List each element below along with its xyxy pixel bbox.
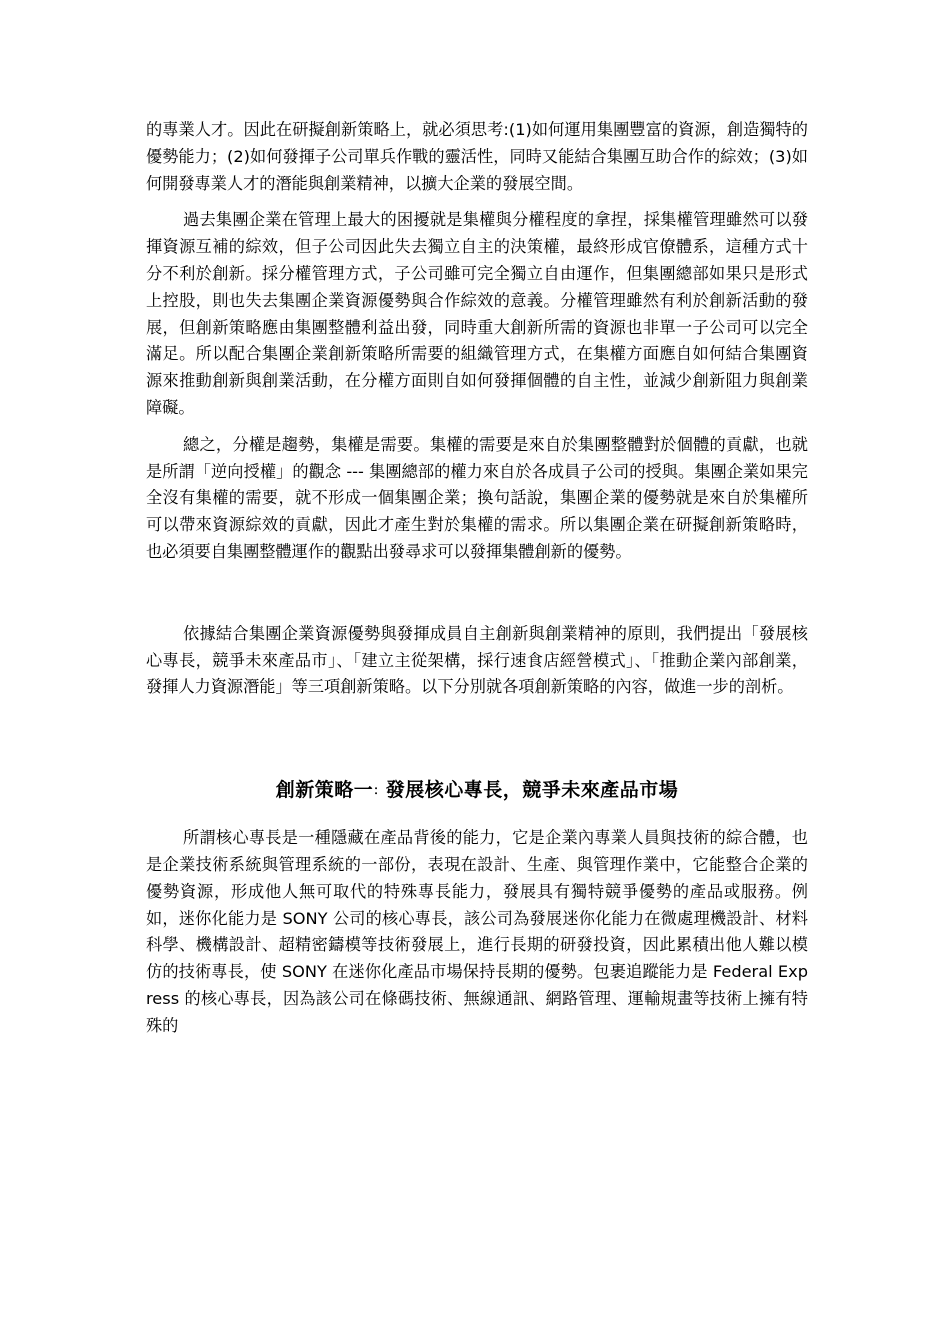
document-page	[146, 117, 808, 1040]
section-heading-title: 發展核心專長，競爭未來產品市場	[385, 779, 679, 802]
paragraph-strategies-intro: 依據結合集團企業資源優勢與發揮成員自主創新與創業精神的原則，我們提出「發展核心專長，競爭未來產品市」、「建立主從架構，採行速食店經營模式」、「推動企業內部創業，發揮人力資源潛能」等三項創新策略。以下分別就各項創新策略的內容，做進一步的剖析。	[146, 623, 808, 697]
paragraph-core-competence: 所謂核心專長是一種隱藏在產品背後的能力，它是企業內專業人員與技術的綜合體，也是企業技術系統與管理系統的一部份，表現在設計、生產、與管理作業中，它能整合企業的優勢資源，形成他人無可取代的特殊專長能力，發展具有獨特競爭優勢的產品或服務。例如，迷你化能力是 SONY 公司的核心專長，該公司為發展迷你化能力在微處理機設計、材料科學、機構設計、超精密鑄模等技術發展上，進行長期的研發投資，因此累積出他人難以模仿的技術專長，使 SONY 在迷你化產品市場保持長期的優勢。包裹追蹤能力是 Federal Express 的核心專長，因為該公司在條碼技術、無線通訊、網路管理、運輸規畫等技術上擁有特殊的	[146, 828, 808, 1035]
paragraph-summary: 總之，分權是趨勢，集權是需要。集權的需要是來自於集團整體對於個體的貢獻，也就是所謂「逆向授權」的觀念 --- 集團總部的權力來自於各成員子公司的授與。集團企業如果完全沒有集權的需要，就不形成一個集團企業；換句話說，集團企業的優勢就是來自於集權所可以帶來資源綜效的貢獻，因此才產生對於集權的需求。所以集團企業在研擬創新策略時，也必須要自集團整體運作的觀點出發尋求可以發揮集體創新的優勢。	[146, 434, 808, 561]
section-heading-colon: ：	[373, 783, 386, 798]
section-heading	[146, 777, 808, 803]
paragraph-centralization-decentralization: 過去集團企業在管理上最大的困擾就是集權與分權程度的拿捏，採集權管理雖然可以發揮資源互補的綜效，但子公司因此失去獨立自主的決策權，最終形成官僚體系，這種方式十分不利於創新。採分權管理方式，子公司雖可完全獨立自由運作，但集團總部如果只是形式上控股，則也失去集團企業資源優勢與合作綜效的意義。分權管理雖然有利於創新活動的發展，但創新策略應由集團整體利益出發，同時重大創新所需的資源也非單一子公司可以完全滿足。所以配合集團企業創新策略所需要的組織管理方式，在集權方面應自如何結合集團資源來推動創新與創業活動，在分權方面則自如何發揮個體的自主性，並減少創新阻力與創業障礙。	[146, 210, 808, 417]
paragraph-continuation: 的專業人才。因此在研擬創新策略上，就必須思考:(1)如何運用集團豐富的資源，創造獨特的優勢能力；(2)如何發揮子公司單兵作戰的靈活性，同時又能結合集團互助合作的綜效；(3)如何開發專業人才的潛能與創業精神，以擴大企業的發展空間。	[146, 120, 808, 193]
section-heading-prefix: 創新策略一	[275, 779, 374, 802]
